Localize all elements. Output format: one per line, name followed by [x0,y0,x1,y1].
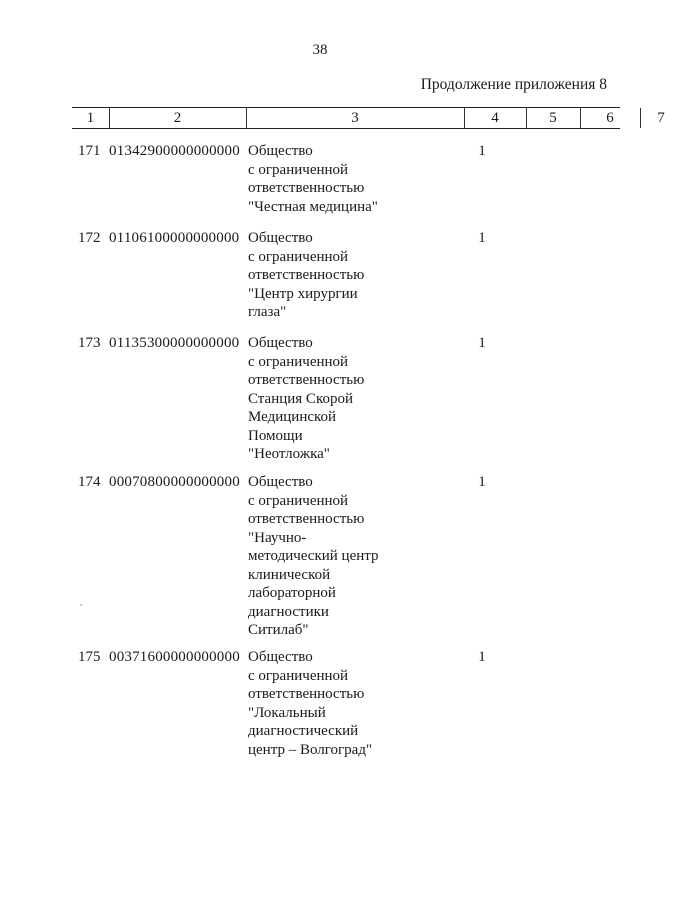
table-header-col-1: 1 [72,108,110,128]
column-5-value: 1 [478,649,486,665]
organization-code: 01135300000000000 [109,335,240,351]
column-5-value: 1 [478,474,486,490]
table-header-col-3: 3 [246,108,465,128]
table-header-col-6: 6 [580,108,641,128]
row-number: 172 [78,230,101,246]
column-5-value: 1 [478,230,486,246]
organization-name: Общество с ограниченной ответственностью Станция Скорой Медицинской Помощи "Неотложка" [248,335,365,462]
column-5-value: 1 [478,143,486,159]
table-header-col-7: 7 [657,110,665,126]
page-number: 38 [312,42,328,58]
row-number: 175 [78,649,101,665]
organization-code: 01342900000000000 [109,143,240,159]
row-number: 173 [78,335,101,351]
row-number: 174 [78,474,101,490]
appendix-continuation-note: Продолжение приложения 8 [420,76,607,93]
organization-name: Общество с ограниченной ответственностью "Научно- методический центр клинической лабораторной диагностики Ситилаб" [248,474,379,638]
row-number: 171 [78,143,101,159]
column-5-value: 1 [478,335,486,351]
table-header-col-5: 5 [526,108,581,128]
organization-code: 00070800000000000 [109,474,240,490]
scan-speck [80,604,82,606]
table-header-col-4: 4 [464,108,527,128]
table-header-col-2: 2 [109,108,247,128]
organization-name: Общество с ограниченной ответственностью "Центр хирургии глаза" [248,230,365,320]
organization-name: Общество с ограниченной ответственностью "Честная медицина" [248,143,378,215]
organization-code: 01106100000000000 [109,230,240,246]
organization-name: Общество с ограниченной ответственностью "Локальный диагностический центр – Волгоград" [248,649,373,758]
organization-code: 00371600000000000 [109,649,240,665]
